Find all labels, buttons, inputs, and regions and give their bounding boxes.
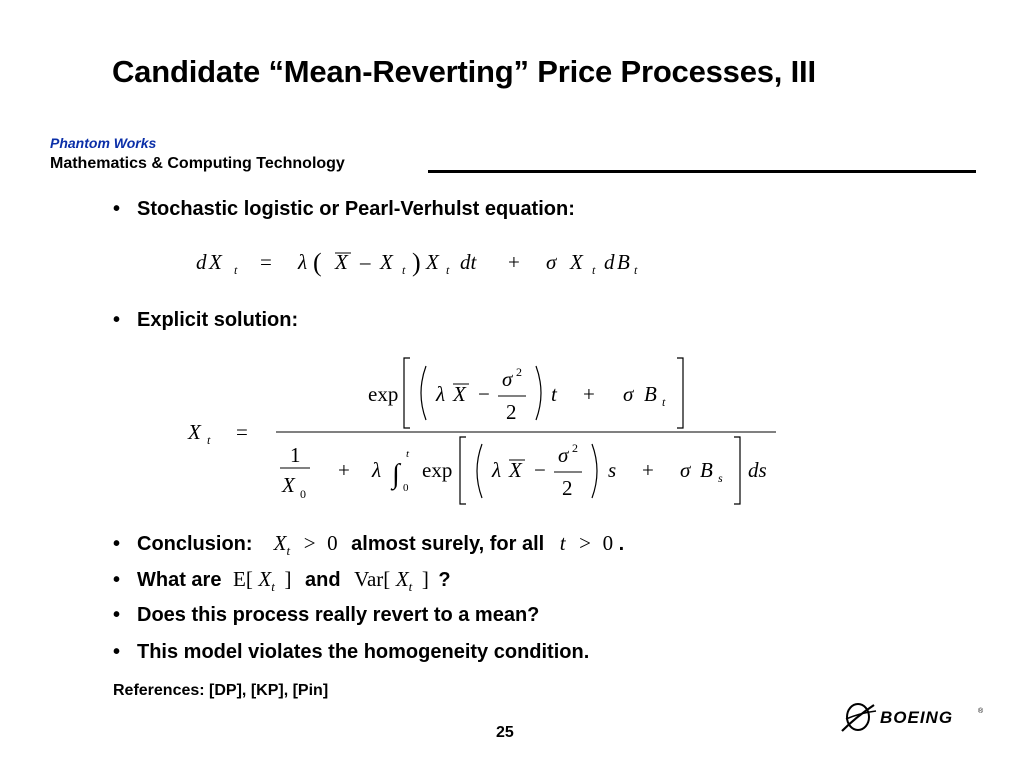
math-gt: >: [303, 531, 316, 555]
bullet-logistic-equation: [113, 198, 575, 221]
bullet-homogeneity: [113, 641, 589, 664]
eq2-num-sigma2: σ: [623, 382, 634, 406]
eq2-den-lbracket: [460, 437, 466, 504]
eq2-den-exp: exp: [422, 458, 453, 482]
eq2-den-int-upper: t: [406, 448, 410, 460]
bullet-text: almost surely, for all: [351, 533, 545, 555]
eq2-den-lambda2: λ: [492, 458, 502, 482]
eq2-den-int-lower: 0: [403, 482, 409, 494]
eq2-num-t: t: [551, 382, 557, 406]
eq2-equals: =: [236, 420, 248, 444]
bullet-dot: •: [113, 569, 121, 591]
eq1-sigma: σ: [546, 250, 557, 274]
eq2-den-integral: ∫: [392, 459, 400, 490]
eq1-X3: X: [426, 250, 439, 274]
bullet-dot: •: [113, 604, 121, 626]
eq2-num-Xbar: X: [453, 382, 466, 406]
eq1-X2: X: [380, 250, 393, 274]
eq2-num-plus: +: [583, 382, 595, 406]
bullet-conclusion: [113, 531, 624, 559]
bullet-text: Stochastic logistic or Pearl-Verhulst equation:: [137, 198, 575, 220]
math-zero2: 0: [602, 531, 614, 555]
eq2-num-lambda: λ: [436, 382, 446, 406]
eq2-sub-t: t: [207, 433, 211, 447]
eq2-num-B-sub: t: [662, 395, 666, 409]
bullet-text: and: [305, 569, 341, 591]
math-X: X: [258, 567, 272, 591]
eq2-den-Xbar: X: [509, 458, 522, 482]
math-E: E[: [233, 567, 253, 591]
eq1-rparen: ): [412, 248, 421, 277]
eq2-den-B-sub: s: [718, 471, 723, 485]
page-number: 25: [496, 724, 514, 741]
eq2-den-plus2: +: [642, 458, 654, 482]
bullet-revert-question: [113, 604, 539, 627]
math-gt2: >: [579, 531, 591, 555]
eq2-den-two: 2: [562, 476, 573, 500]
eq2-den-sigma2: σ: [680, 458, 691, 482]
eq1-sub-t5: t: [634, 263, 638, 277]
logistic-sde-equation: [190, 244, 650, 284]
eq1-d2: d: [604, 250, 615, 274]
eq2-den-X: X: [282, 473, 295, 497]
math-t: t: [559, 531, 566, 555]
eq1-plus: +: [508, 250, 520, 274]
bullet-text: This model violates the homogeneity condition.: [137, 641, 590, 663]
eq1-sub-t4: t: [592, 263, 596, 277]
eq2-den-plus: +: [338, 458, 350, 482]
bullet-end: ?: [438, 569, 451, 591]
eq1-dt: dt: [460, 250, 477, 274]
eq2-num-minus: −: [478, 382, 490, 406]
boeing-symbol-icon: [842, 704, 876, 731]
eq2-den-sigma-exp: 2: [572, 441, 578, 455]
department-name: Mathematics & Computing Technology: [50, 155, 345, 172]
eq1-sub-t3: t: [446, 263, 450, 277]
eq2-den-minus: −: [534, 458, 546, 482]
eq1-X4: X: [570, 250, 583, 274]
bullet-end: .: [618, 533, 625, 555]
eq2-den-lparen: [477, 444, 482, 498]
boeing-logo: [838, 697, 988, 737]
eq2-num-B: B: [644, 382, 657, 406]
eq2-den-rbracket: [734, 437, 740, 504]
math-sub-t: t: [286, 543, 291, 558]
eq1-equals: =: [260, 250, 272, 274]
explicit-solution-equation: [180, 350, 790, 520]
eq2-X: X: [188, 420, 201, 444]
eq1-X: X: [209, 250, 222, 274]
eq2-num-sigma-exp: 2: [516, 365, 522, 379]
bullet-what-are: [113, 567, 451, 595]
eq2-num-lbracket: [404, 358, 410, 428]
bullet-label: Conclusion:: [137, 533, 253, 555]
boeing-wordmark: BOEING: [880, 708, 954, 727]
bullet-dot: •: [113, 533, 121, 555]
bullet-text: Does this process really revert to a mean?: [137, 604, 540, 626]
registered-mark: ®: [978, 708, 984, 715]
eq2-num-sigma: σ: [502, 367, 513, 391]
math-X: X: [273, 531, 287, 555]
eq1-sub-t2: t: [402, 263, 406, 277]
eq2-den-one: 1: [290, 443, 301, 467]
eq1-lparen: (: [313, 248, 322, 277]
bullet-dot: •: [113, 641, 121, 663]
eq2-den-B: B: [700, 458, 713, 482]
math-zero: 0: [327, 531, 338, 555]
bullet-explicit-solution: [113, 309, 298, 332]
brand-name: Phantom Works: [50, 135, 157, 151]
eq2-den-s: s: [608, 458, 617, 482]
eq2-den-sigma: σ: [558, 443, 569, 467]
bullet-dot: •: [113, 309, 121, 331]
slide-title: Candidate “Mean-Reverting” Price Processes, III: [112, 54, 816, 89]
eq1-d: d: [196, 250, 207, 274]
references: References: [DP], [KP], [Pin]: [113, 682, 329, 699]
eq2-den-ds: ds: [748, 458, 767, 482]
math-close: ]: [284, 567, 292, 591]
math-close2: ]: [421, 567, 429, 591]
eq2-num-two: 2: [506, 400, 517, 424]
eq1-sub-t: t: [234, 263, 238, 277]
eq2-num-exp: exp: [368, 382, 399, 406]
eq2-num-rbracket: [677, 358, 683, 428]
eq2-den-X-sub: 0: [300, 487, 306, 501]
eq2-den-rparen: [592, 444, 597, 498]
eq1-minus: –: [360, 250, 371, 274]
eq1-B: B: [617, 250, 630, 274]
bullet-dot: •: [113, 198, 121, 220]
eq2-num-rparen: [536, 366, 541, 420]
eq2-num-lparen: [421, 366, 426, 420]
eq2-den-lambda: λ: [372, 458, 382, 482]
header-rule: [428, 170, 976, 173]
math-Var: Var[: [354, 567, 391, 591]
math-X2: X: [395, 567, 409, 591]
math-sub-t2: t: [408, 579, 413, 594]
eq1-lambda: λ: [298, 250, 308, 274]
bullet-text: Explicit solution:: [137, 309, 299, 331]
bullet-label: What are: [137, 569, 222, 591]
eq1-Xbar: X: [335, 250, 348, 274]
math-sub-t: t: [271, 579, 275, 594]
